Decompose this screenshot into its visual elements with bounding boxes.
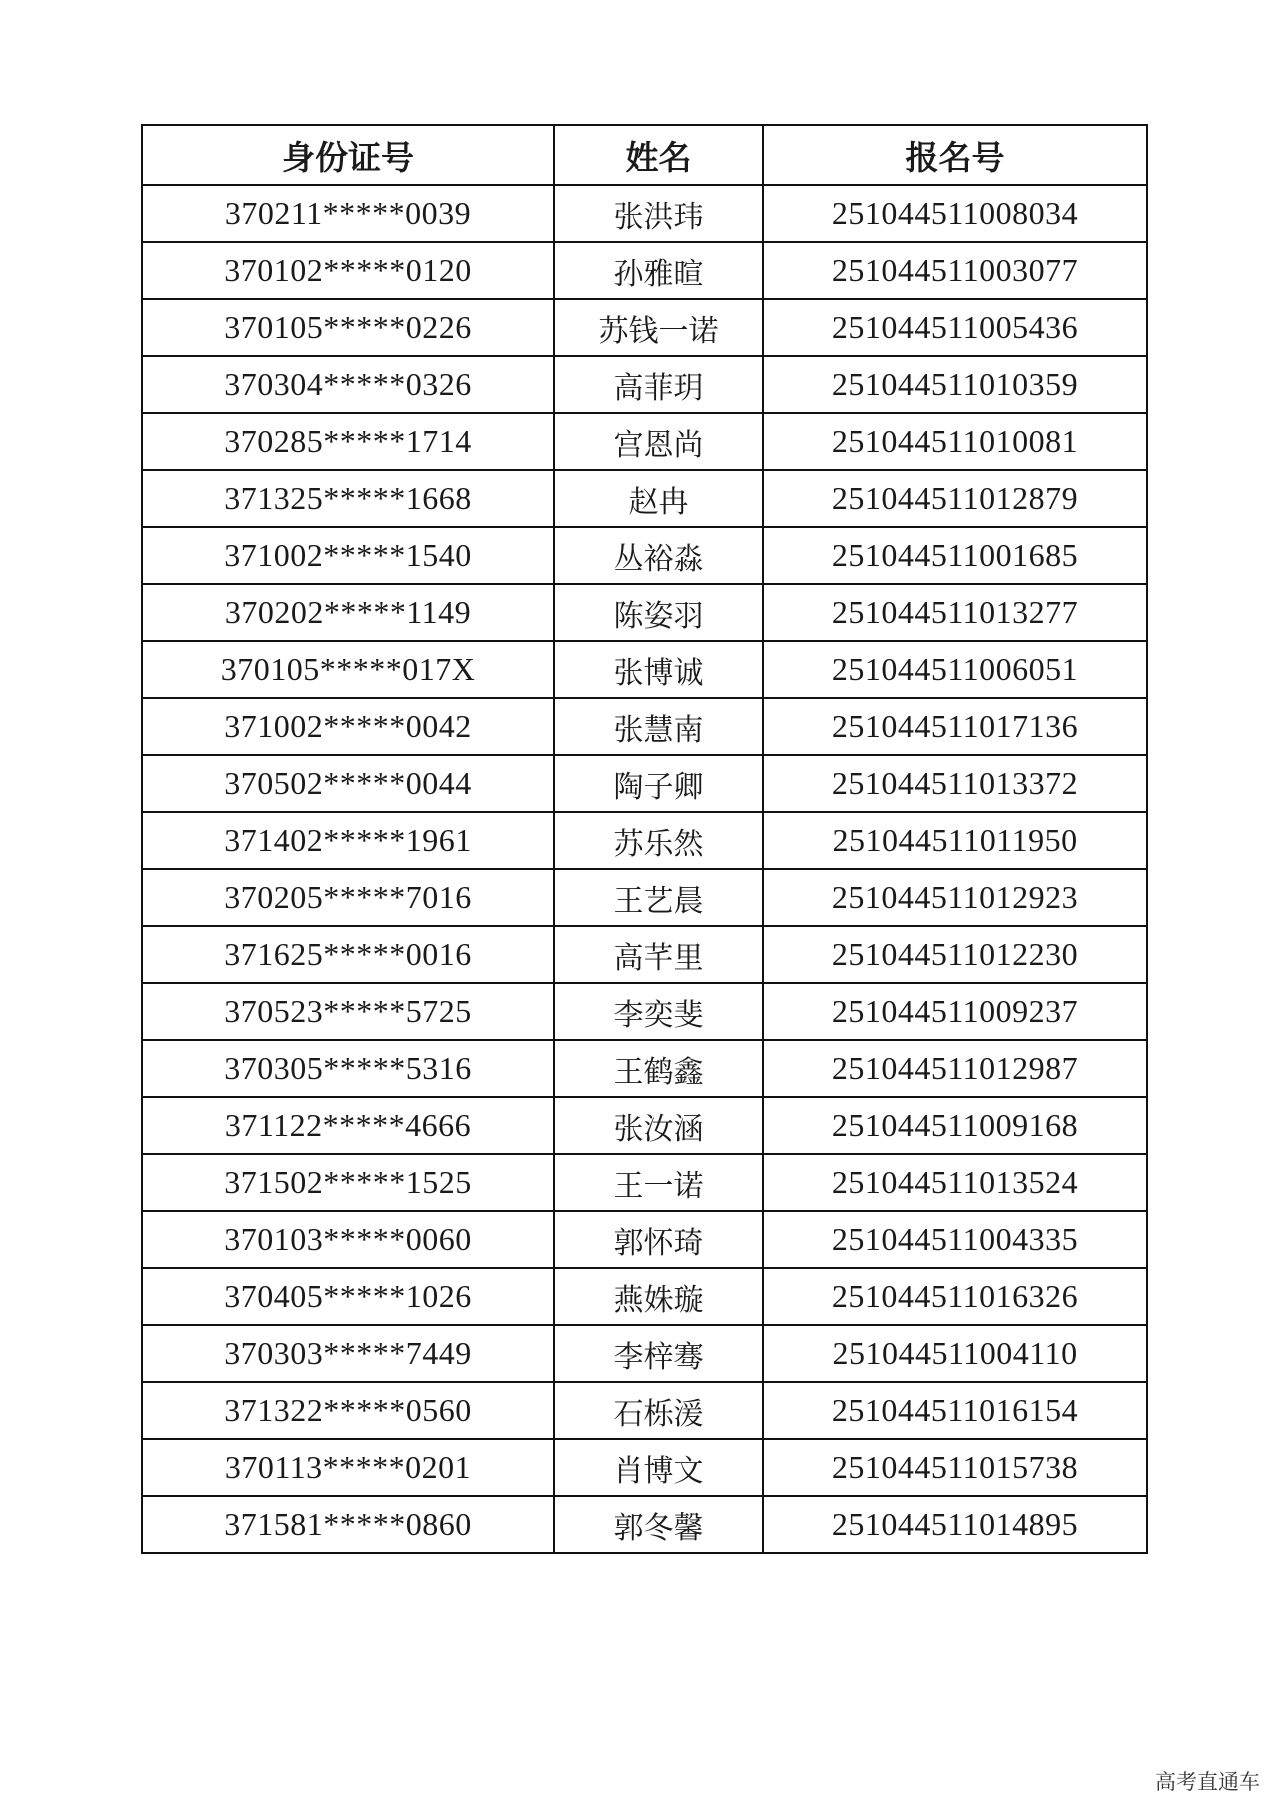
name-cell: 李梓骞: [554, 1325, 763, 1382]
registration-number-cell: 251044511016154: [763, 1382, 1147, 1439]
table-row: [142, 1439, 1147, 1496]
registration-number-cell: 251044511012879: [763, 470, 1147, 527]
name-cell: 苏钱一诺: [554, 299, 763, 356]
table-row: [142, 869, 1147, 926]
name-cell: 王鹤鑫: [554, 1040, 763, 1097]
header-name: 姓名: [554, 125, 763, 185]
name-cell: 王艺晨: [554, 869, 763, 926]
id-number-cell: 371402*****1961: [142, 812, 554, 869]
registration-number-cell: 251044511014895: [763, 1496, 1147, 1553]
table-row: [142, 641, 1147, 698]
table-row: [142, 1154, 1147, 1211]
id-number-cell: 371002*****1540: [142, 527, 554, 584]
id-number-cell: 371581*****0860: [142, 1496, 554, 1553]
registration-number-cell: 251044511004335: [763, 1211, 1147, 1268]
table-row: [142, 470, 1147, 527]
registration-number-cell: 251044511012230: [763, 926, 1147, 983]
table-row: [142, 1211, 1147, 1268]
table-row: [142, 185, 1147, 242]
registration-number-cell: 251044511001685: [763, 527, 1147, 584]
name-cell: 张汝涵: [554, 1097, 763, 1154]
registration-number-cell: 251044511012923: [763, 869, 1147, 926]
id-number-cell: 370202*****1149: [142, 584, 554, 641]
id-number-cell: 370211*****0039: [142, 185, 554, 242]
table-row: [142, 242, 1147, 299]
registration-number-cell: 251044511003077: [763, 242, 1147, 299]
name-cell: 高芊里: [554, 926, 763, 983]
registration-number-cell: 251044511010359: [763, 356, 1147, 413]
registration-number-cell: 251044511013277: [763, 584, 1147, 641]
watermark-text: 高考直通车: [1155, 1770, 1260, 1794]
name-cell: 燕姝璇: [554, 1268, 763, 1325]
header-registration-number: 报名号: [763, 125, 1147, 185]
name-cell: 张博诚: [554, 641, 763, 698]
id-number-cell: 371502*****1525: [142, 1154, 554, 1211]
table-row: [142, 1040, 1147, 1097]
id-number-cell: 371325*****1668: [142, 470, 554, 527]
registration-number-cell: 251044511012987: [763, 1040, 1147, 1097]
name-cell: 李奕斐: [554, 983, 763, 1040]
name-cell: 丛裕淼: [554, 527, 763, 584]
name-cell: 肖博文: [554, 1439, 763, 1496]
table-row: [142, 1325, 1147, 1382]
id-number-cell: 370105*****017X: [142, 641, 554, 698]
table-row: [142, 812, 1147, 869]
id-number-cell: 370502*****0044: [142, 755, 554, 812]
registration-number-cell: 251044511013524: [763, 1154, 1147, 1211]
name-cell: 石栎湲: [554, 1382, 763, 1439]
name-cell: 赵冉: [554, 470, 763, 527]
table-row: [142, 698, 1147, 755]
table-row: [142, 1382, 1147, 1439]
table-row: [142, 1097, 1147, 1154]
table-row: [142, 413, 1147, 470]
registration-number-cell: 251044511006051: [763, 641, 1147, 698]
registration-number-cell: 251044511013372: [763, 755, 1147, 812]
registration-number-cell: 251044511005436: [763, 299, 1147, 356]
name-cell: 陶子卿: [554, 755, 763, 812]
registration-number-cell: 251044511009168: [763, 1097, 1147, 1154]
id-number-cell: 370105*****0226: [142, 299, 554, 356]
header-id-number: 身份证号: [142, 125, 554, 185]
table-row: [142, 527, 1147, 584]
table-row: [142, 926, 1147, 983]
name-cell: 郭冬馨: [554, 1496, 763, 1553]
name-cell: 陈姿羽: [554, 584, 763, 641]
id-number-cell: 370285*****1714: [142, 413, 554, 470]
registration-number-cell: 251044511004110: [763, 1325, 1147, 1382]
id-number-cell: 370305*****5316: [142, 1040, 554, 1097]
id-number-cell: 370205*****7016: [142, 869, 554, 926]
table-row: [142, 1268, 1147, 1325]
name-cell: 苏乐然: [554, 812, 763, 869]
table-row: [142, 584, 1147, 641]
header-row: [142, 125, 1147, 185]
id-number-cell: 370405*****1026: [142, 1268, 554, 1325]
name-cell: 郭怀琦: [554, 1211, 763, 1268]
name-cell: 高菲玥: [554, 356, 763, 413]
registration-number-cell: 251044511009237: [763, 983, 1147, 1040]
name-cell: 张慧南: [554, 698, 763, 755]
table-row: [142, 983, 1147, 1040]
table-row: [142, 299, 1147, 356]
registration-number-cell: 251044511010081: [763, 413, 1147, 470]
id-number-cell: 370113*****0201: [142, 1439, 554, 1496]
name-cell: 孙雅暄: [554, 242, 763, 299]
id-number-cell: 370102*****0120: [142, 242, 554, 299]
registration-number-cell: 251044511015738: [763, 1439, 1147, 1496]
table-row: [142, 755, 1147, 812]
registration-number-cell: 251044511011950: [763, 812, 1147, 869]
id-number-cell: 371625*****0016: [142, 926, 554, 983]
id-number-cell: 371002*****0042: [142, 698, 554, 755]
id-number-cell: 370103*****0060: [142, 1211, 554, 1268]
roster-table: [141, 124, 1148, 1554]
id-number-cell: 370304*****0326: [142, 356, 554, 413]
name-cell: 宫恩尚: [554, 413, 763, 470]
table-row: [142, 356, 1147, 413]
table-row: [142, 1496, 1147, 1553]
table-body: [142, 185, 1147, 1553]
registration-number-cell: 251044511008034: [763, 185, 1147, 242]
id-number-cell: 371322*****0560: [142, 1382, 554, 1439]
id-number-cell: 370523*****5725: [142, 983, 554, 1040]
name-cell: 张洪玮: [554, 185, 763, 242]
registration-number-cell: 251044511016326: [763, 1268, 1147, 1325]
registration-number-cell: 251044511017136: [763, 698, 1147, 755]
name-cell: 王一诺: [554, 1154, 763, 1211]
id-number-cell: 370303*****7449: [142, 1325, 554, 1382]
id-number-cell: 371122*****4666: [142, 1097, 554, 1154]
